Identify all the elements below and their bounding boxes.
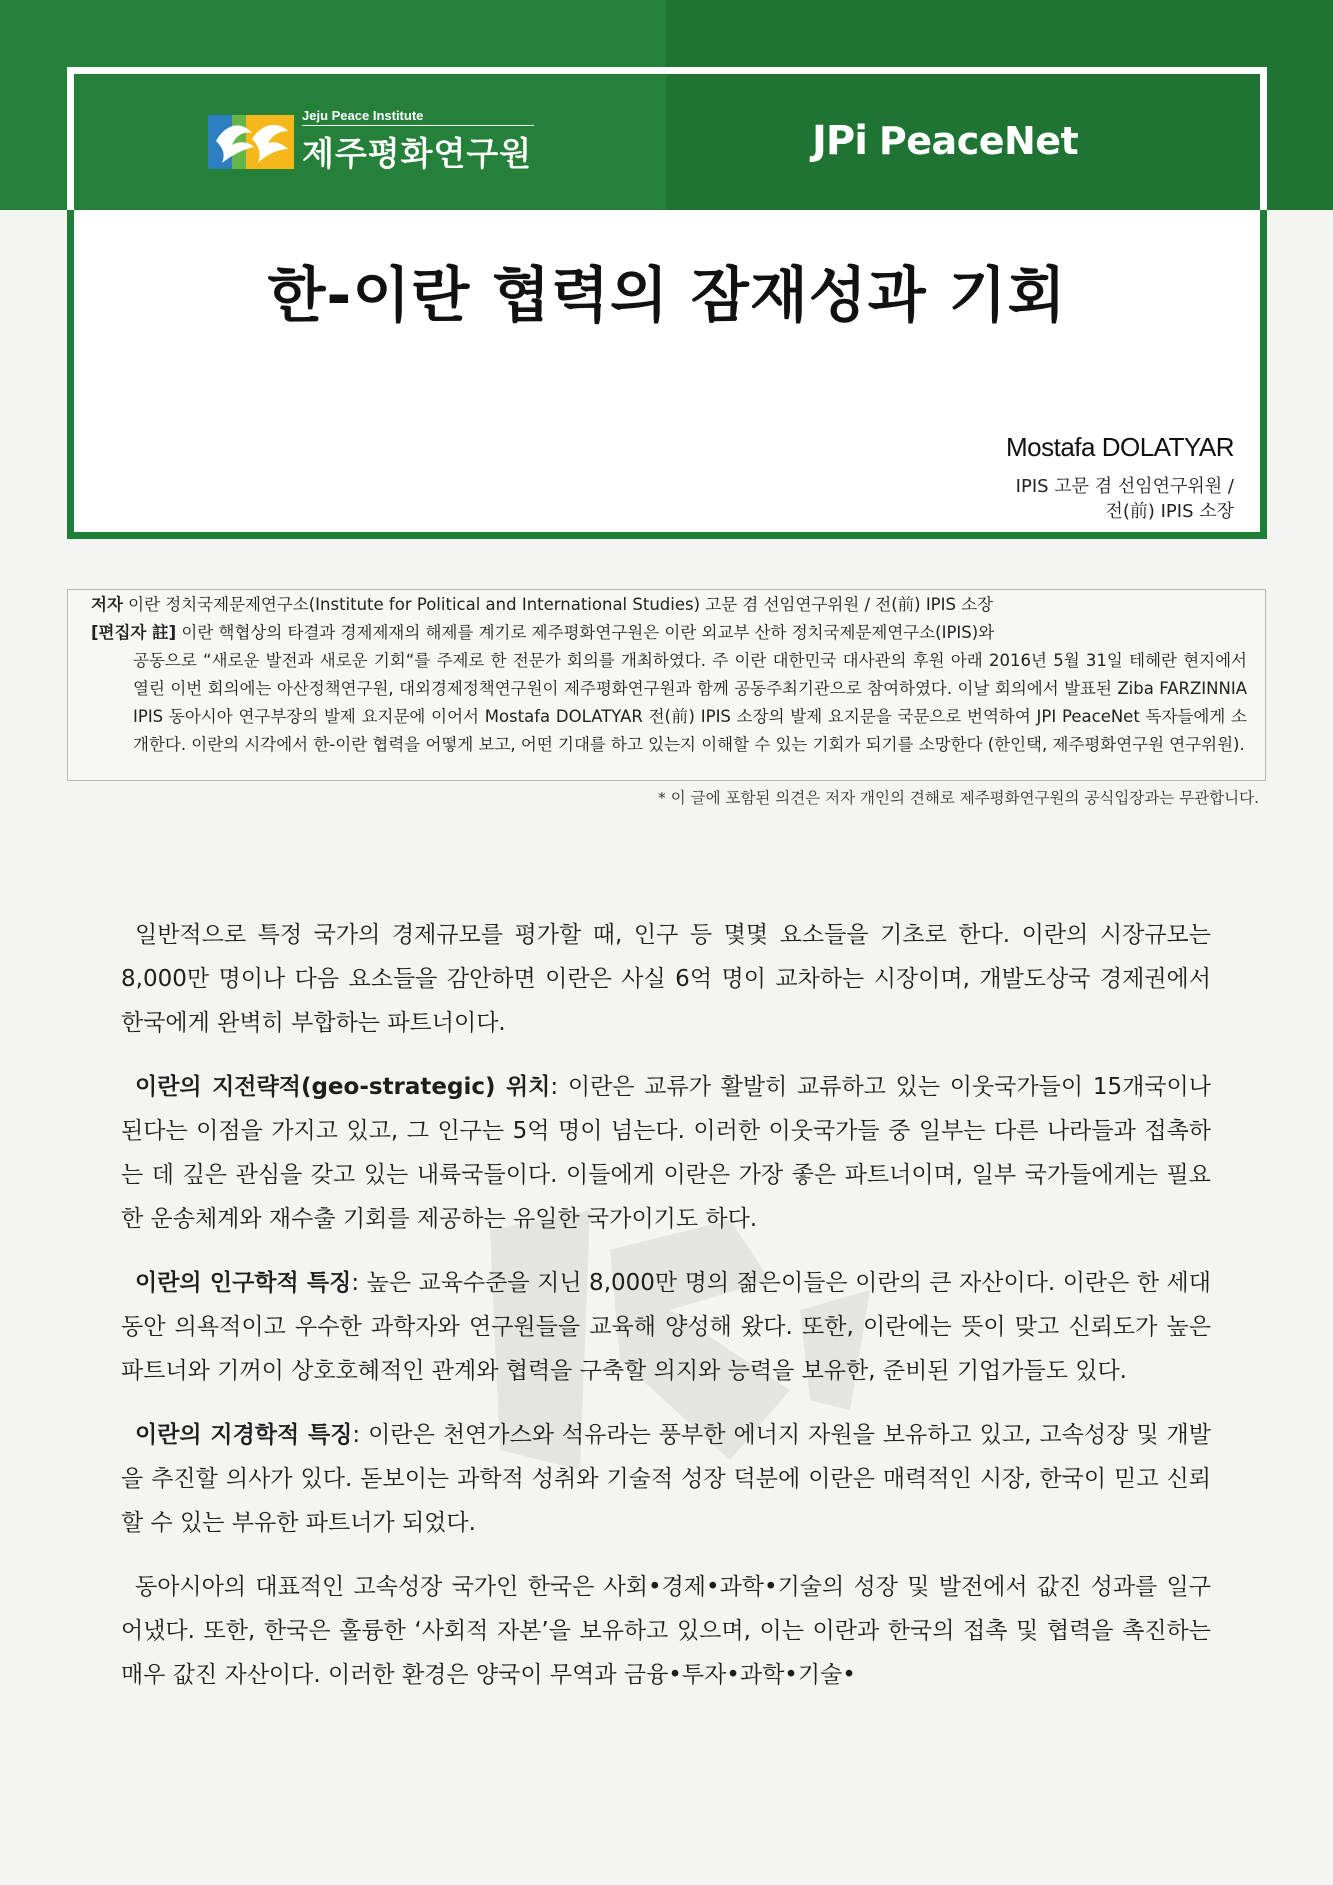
dove-logo-icon — [208, 111, 296, 173]
paragraph-2 — [121, 1065, 1211, 1241]
page-title: 한-이란 협력의 잠재성과 기회 — [267, 261, 1067, 331]
editor-note-text-rest: 공동으로 “새로운 발전과 새로운 기회“를 주제로 한 전문가 회의를 개최하였다. 주 이란 대한민국 대사관의 후원 아래 2016년 5월 31일 테헤란 현지에서 열린 이번 회의에는 아산정책연구원, 대외경제정책연구원이 제주평화연구원과 함께 공동주최기관으로 참여하였다. 이날 회의에서 발표된 Ziba FARZINNIA IPIS 동아시아 연구부장의 발제 요지문에 이어서 Mostafa DOLATYAR 전(前) IPIS 소장의 발제 요지문을 국문으로 번역하여 JPI PeaceNet 독자들에게 소개한다. 이란의 시각에서 한-이란 협력을 어떻게 보고, 어떤 기대를 하고 있는지 이해할 수 있는 기회가 되기를 소망한다 (한인택, 제주평화연구원 연구위원). — [133, 651, 1247, 754]
editor-note-label: [편집자 註] — [91, 623, 177, 642]
paragraph-2-text: : 이란은 교류가 활발히 교류하고 있는 이웃국가들이 15개국이나 된다는 이점을 가지고 있고, 그 인구는 5억 명이 넘는다. 이러한 이웃국가들 중 일부는 다른 나라들과 접촉하는 데 깊은 관심을 갖고 있는 내륙국들이다. 이들에게 이란은 가장 좋은 파트너이며, 일부 국가들에게는 필요한 운송체계와 재수출 기회를 제공하는 유일한 국가이기도 하다. — [121, 1074, 1211, 1232]
paragraph-3 — [121, 1261, 1211, 1393]
paragraph-2-heading: 이란의 지전략적(geo-strategic) 위치 — [135, 1074, 551, 1100]
author-note-text: 이란 정치국제문제연구소(Institute for Political and International Studies) 고문 겸 선임연구위원 / 전(前) IPIS 소장 — [128, 595, 994, 614]
article-body — [121, 913, 1211, 1717]
author-name: Mostafa DOLATYAR — [1006, 432, 1234, 462]
paragraph-4-heading: 이란의 지경학적 특징 — [135, 1422, 353, 1448]
paragraph-4-text: : 이란은 천연가스와 석유라는 풍부한 에너지 자원을 보유하고 있고, 고속성장 및 개발을 추진할 의사가 있다. 돋보이는 과학적 성취와 기술적 성장 덕분에 이란은 매력적인 시장, 한국이 믿고 신뢰할 수 있는 부유한 파트너가 되었다. — [121, 1422, 1211, 1536]
author-role-line1: IPIS 고문 겸 선임연구위원 / — [1015, 476, 1234, 497]
logo-english-name: Jeju Peace Institute — [302, 108, 534, 126]
jpi-peacenet-logo[interactable] — [812, 118, 1078, 164]
editor-note-first-line — [91, 619, 1247, 647]
paragraph-4 — [121, 1413, 1211, 1545]
author-role-line2: 전(前) IPIS 소장 — [1105, 501, 1234, 522]
disclaimer: * 이 글에 포함된 의견은 저자 개인의 견해로 제주평화연구원의 공식입장과는 무관합니다. — [658, 789, 1259, 807]
author-note — [91, 591, 1247, 619]
author-role — [1016, 474, 1234, 524]
peacenet-wordmark: PeaceNet — [878, 119, 1079, 163]
author-note-label: 저자 — [91, 595, 123, 614]
editor-note-text-first: 이란 핵협상의 타결과 경제제재의 해제를 계기로 제주평화연구원은 이란 외교부 산하 정치국제문제연구소(IPIS)와 — [181, 623, 995, 642]
paragraph-1: 일반적으로 특정 국가의 경제규모를 평가할 때, 인구 등 몇몇 요소들을 기초로 한다. 이란의 시장규모는 8,000만 명이나 다음 요소들을 감안하면 이란은 사실 6억 명이 교차하는 시장이며, 개발도상국 경제권에서 한국에게 완벽히 부합하는 파트너이다. — [121, 922, 1211, 1036]
editor-note-box — [67, 589, 1266, 781]
paragraph-3-heading: 이란의 인구학적 특징 — [135, 1270, 352, 1296]
jpi-mark: JPi — [812, 118, 867, 164]
paragraph-5: 동아시아의 대표적인 고속성장 국가인 한국은 사회•경제•과학•기술의 성장 및 발전에서 값진 성과를 일구어냈다. 또한, 한국은 훌륭한 ‘사회적 자본’을 보유하고 있으며, 이는 이란과 한국의 접촉 및 협력을 촉진하는 매우 값진 자산이다. 이러한 환경은 양국이 무역과 금융•투자•과학•기술• — [121, 1574, 1211, 1688]
jeju-peace-institute-logo[interactable] — [208, 108, 534, 175]
logo-korean-name: 제주평화연구원 — [302, 134, 533, 173]
paragraph-3-text: : 높은 교육수준을 지닌 8,000만 명의 젊은이들은 이란의 큰 자산이다. 이란은 한 세대 동안 의욕적이고 우수한 과학자와 연구원들을 교육해 양성해 왔다. 또한, 이란에는 뜻이 맞고 신뢰도가 높은 파트너와 기꺼이 상호호혜적인 관계와 협력을 구축할 의지와 능력을 보유한, 준비된 기업가들도 있다. — [121, 1270, 1211, 1384]
